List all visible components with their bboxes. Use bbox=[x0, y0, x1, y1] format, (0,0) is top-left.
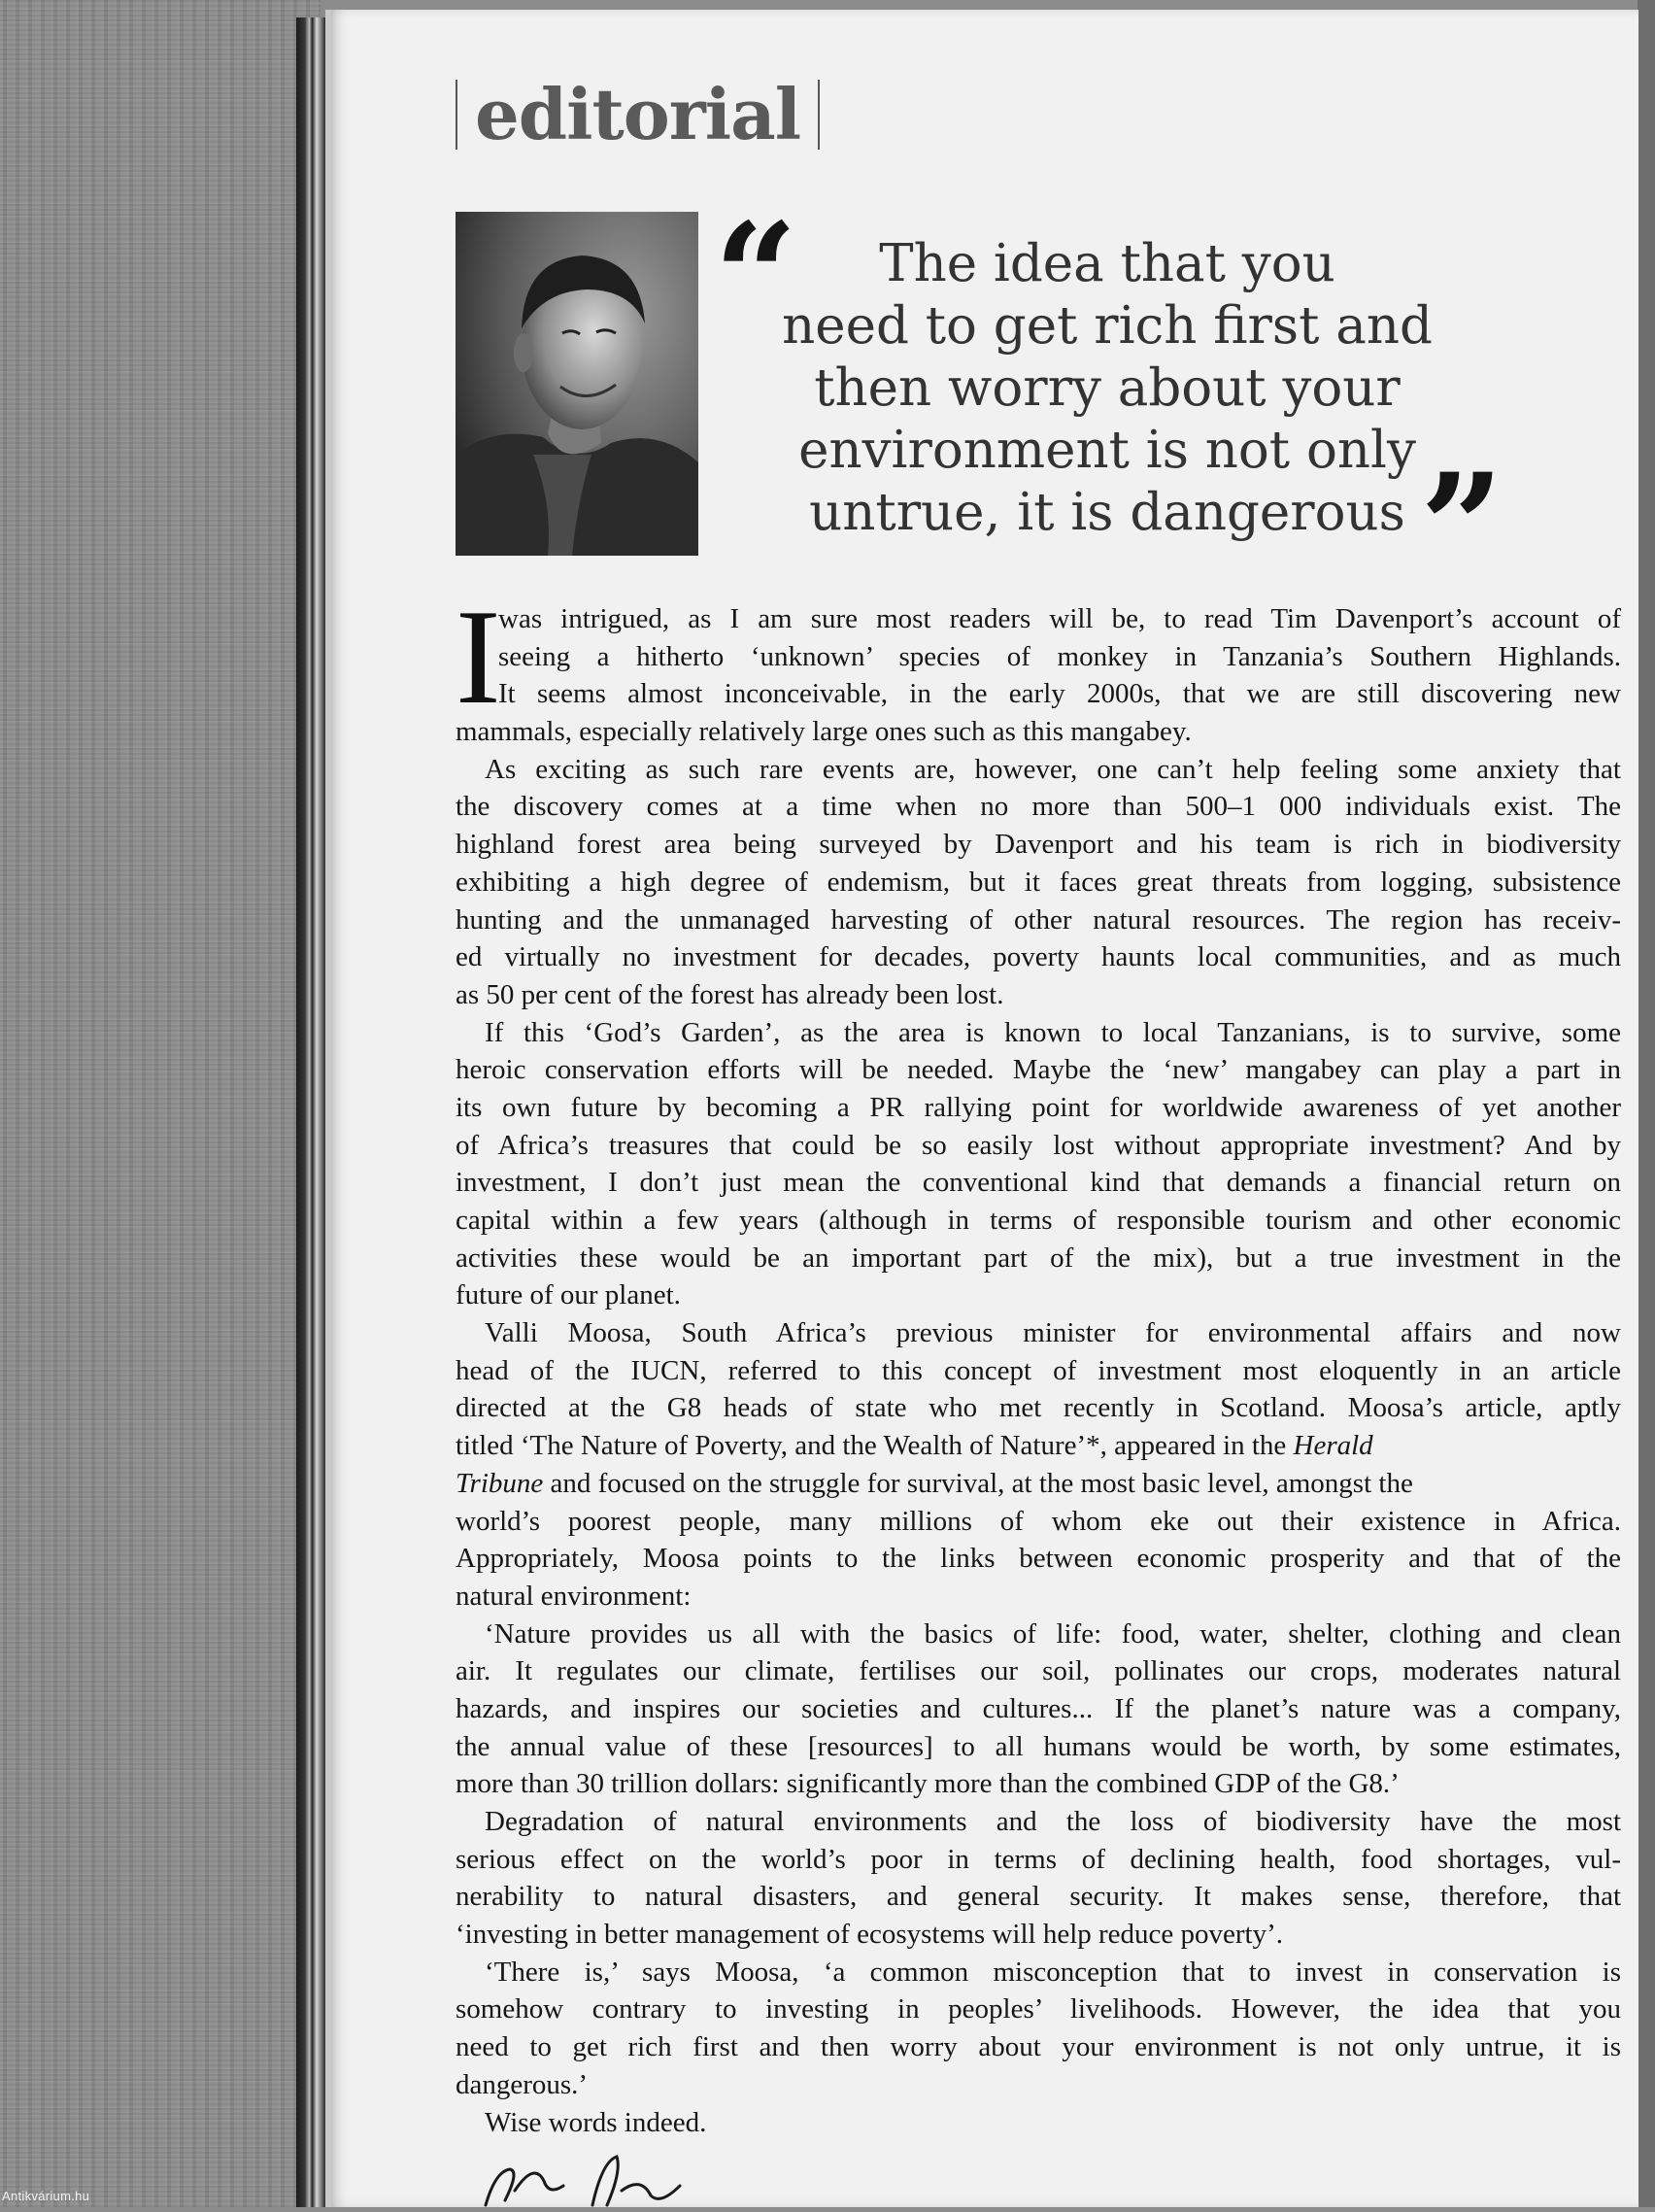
pull-quote-line: untrue, it is dangerous bbox=[809, 483, 1405, 542]
article-line: ‘Nature provides us all with the basics of life: food, water, shelter, clothing and clean bbox=[485, 1617, 1621, 1650]
article-line: exhibiting a high degree of endemism, but it faces great threats from logging, subsistence bbox=[456, 866, 1621, 898]
signature bbox=[476, 2152, 806, 2207]
background-edge bbox=[1638, 0, 1655, 2207]
pull-quote-line: The idea that you bbox=[879, 234, 1335, 293]
section-title: editorial bbox=[475, 73, 801, 155]
article-line: highland forest area being surveyed by Davenport and his team is rich in biodiversity bbox=[456, 829, 1621, 861]
article-line: mammals, especially relatively large ones such as this mangabey. bbox=[456, 716, 1192, 748]
article-line: more than 30 trillion dollars: significantly more than the combined GDP of the G8.’ bbox=[456, 1768, 1400, 1800]
article-line: directed at the G8 heads of state who met recently in Scotland. Moosa’s article, aptly bbox=[456, 1392, 1621, 1424]
portrait-image bbox=[456, 212, 698, 556]
article-text: titled ‘The Nature of Poverty, and the Wealth of Nature’*, appeared in the bbox=[456, 1430, 1287, 1462]
article-line: As exciting as such rare events are, however, one can’t help feeling some anxiety that bbox=[485, 753, 1621, 785]
page-edge bbox=[325, 10, 331, 2207]
article-line: If this ‘God’s Garden’, as the area is known to local Tanzanians, is to survive, some bbox=[485, 1016, 1621, 1048]
article-line: was intrigued, as I am sure most readers will be, to read Tim Davenport’s account of bbox=[498, 603, 1621, 634]
article-line: It seems almost inconceivable, in the early 2000s, that we are still discovering new bbox=[498, 678, 1621, 710]
section-header bbox=[456, 73, 820, 155]
article-line: Wise words indeed. bbox=[485, 2106, 707, 2138]
open-quote-mark: “ bbox=[714, 191, 798, 362]
article-line: dangerous.’ bbox=[456, 2068, 589, 2100]
article-text: and focused on the struggle for survival, at the most basic level, amongst the bbox=[550, 1467, 1413, 1499]
article-line: natural environment: bbox=[456, 1580, 692, 1612]
article-line: future of our planet. bbox=[456, 1279, 681, 1311]
article-line: Appropriately, Moosa points to the links between economic prosperity and that of the bbox=[456, 1543, 1621, 1575]
first-paragraph bbox=[456, 582, 1621, 751]
article-line: investment, I don’t just mean the conventional kind that demands a financial return on bbox=[456, 1167, 1621, 1199]
article-line: world’s poorest people, many millions of whom eke out their existence in Africa. bbox=[456, 1505, 1621, 1537]
article-line bbox=[456, 1427, 1621, 1465]
article-line: hunting and the unmanaged harvesting of other natural resources. The region has receiv- bbox=[456, 903, 1621, 936]
background-texture bbox=[0, 0, 321, 2207]
article-line: somehow contrary to investing in peoples’ livelihoods. However, the idea that you bbox=[456, 1993, 1621, 2025]
article-line: the annual value of these [resources] to all humans would be worth, by some estimates, bbox=[456, 1730, 1621, 1762]
watermark: Antikvárium.hu bbox=[2, 2189, 90, 2203]
article-line bbox=[456, 1465, 1621, 1503]
article-line: ‘There is,’ says Moosa, ‘a common misconception that to invest in conservation is bbox=[485, 1956, 1621, 1988]
pull-quote-line: need to get rich first and bbox=[782, 296, 1433, 356]
article-line: need to get rich first and then worry about your environment is not only untrue, it is bbox=[456, 2031, 1621, 2063]
close-quote-mark: ” bbox=[1420, 442, 1504, 613]
article-line: nerability to natural disasters, and general security. It makes sense, therefore, that bbox=[456, 1881, 1621, 1913]
publication-name: Tribune bbox=[456, 1467, 544, 1499]
article-line: Valli Moosa, South Africa’s previous minister for environmental affairs and now bbox=[485, 1317, 1621, 1349]
article-line: activities these would be an important part of the mix), but a true investment in the bbox=[456, 1242, 1621, 1274]
article-line: Degradation of natural environments and the loss of biodiversity have the most bbox=[485, 1806, 1621, 1837]
article-line: seeing a hitherto ‘unknown’ species of monkey in Tanzania’s Southern Highlands. bbox=[498, 640, 1621, 672]
article-line: as 50 per cent of the forest has already been lost. bbox=[456, 978, 1004, 1010]
article-line: the discovery comes at a time when no more than 500–1 000 individuals exist. The bbox=[456, 791, 1621, 823]
signature-scrawl bbox=[476, 2152, 806, 2207]
article-line: of Africa’s treasures that could be so easily lost without appropriate investment? And by bbox=[456, 1129, 1621, 1161]
article-line: hazards, and inspires our societies and cultures... If the planet’s nature was a company, bbox=[456, 1692, 1621, 1724]
author-photo bbox=[456, 212, 698, 556]
article-line: air. It regulates our climate, fertilises our soil, pollinates our crops, moderates natural bbox=[456, 1655, 1621, 1687]
magazine-spine bbox=[296, 17, 325, 2207]
drop-cap: I bbox=[456, 582, 501, 732]
article-line: ed virtually no investment for decades, poverty haunts local communities, and as much bbox=[456, 941, 1621, 973]
publication-name: Herald bbox=[1293, 1430, 1373, 1462]
article-line: ‘investing in better management of ecosystems will help reduce poverty’. bbox=[456, 1919, 1284, 1951]
article-line: serious effect on the world’s poor in terms of declining health, food shortages, vul- bbox=[456, 1843, 1621, 1875]
article-line: heroic conservation efforts will be needed. Maybe the ‘new’ mangabey can play a part in bbox=[456, 1054, 1621, 1086]
pull-quote bbox=[767, 233, 1447, 544]
article-body bbox=[456, 582, 1621, 2141]
article-line: its own future by becoming a PR rallying point for worldwide awareness of yet another bbox=[456, 1091, 1621, 1123]
pull-quote-line: then worry about your bbox=[814, 358, 1401, 418]
article-line: capital within a few years (although in terms of responsible tourism and other economic bbox=[456, 1205, 1621, 1236]
pull-quote-line: environment is not only bbox=[798, 421, 1416, 480]
article-line: head of the IUCN, referred to this concept of investment most eloquently in an article bbox=[456, 1354, 1621, 1386]
